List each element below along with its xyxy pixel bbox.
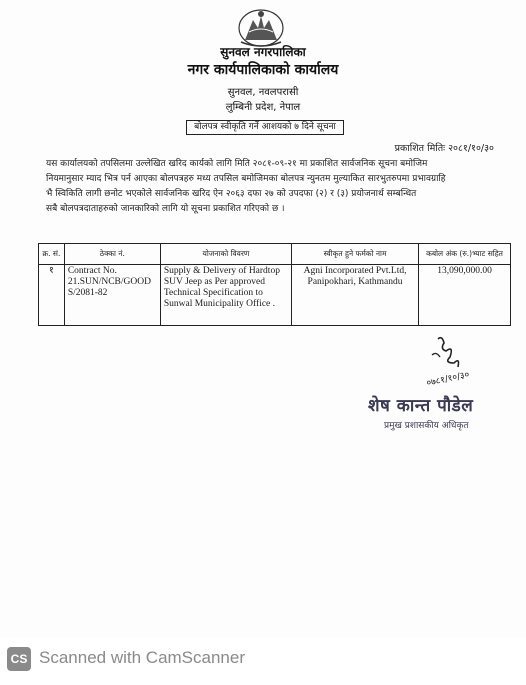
province-line: लुम्बिनी प्रदेश, नेपाल: [225, 102, 301, 113]
notice-title: बोलपत्र स्वीकृति गर्ने आशयको ७ दिने सूचना: [186, 120, 344, 135]
table-row: [39, 265, 511, 326]
government-emblem-icon: [231, 6, 291, 48]
header-sn: क्र. सं.: [39, 244, 65, 265]
signature-date: ०७८१/१०/३०: [425, 370, 471, 389]
office-name: नगर कार्यपालिकाको कार्यालय: [187, 62, 339, 78]
header-amount: कबोल अंक (रु.)भ्याट सहित: [419, 244, 511, 265]
office-address: सुनवल, नवलपरासी: [227, 87, 299, 98]
cell-firm: Agni Incorporated Pvt.Ltd, Panipokhari, Kathmandu: [292, 265, 419, 326]
cell-amount: 13,090,000.00: [419, 265, 511, 326]
stamp-name: शेष कान्त पौडेल: [368, 396, 474, 416]
scanner-watermark-text: Scanned with CamScanner: [39, 648, 246, 667]
header-description: योजनाको विवरण: [160, 244, 291, 265]
header-contract: ठेक्का नं.: [64, 244, 160, 265]
handwritten-signature: [420, 333, 490, 393]
cell-description: Supply & Delivery of Hardtop SUV Jeep as Per approved Technical Specification to Sunwal Municipality Office .: [160, 265, 291, 326]
body-line: नियमानुसार म्याद भित्र पर्न आएका बोलपत्रहरु मध्य तपसिल बमोजिमका बोलपत्र न्युनतम मुल्याकित सारभुतरुपमा प्रभावग्राहि: [46, 174, 446, 184]
published-date: प्रकाशित मितिः २०८१/१०/३०: [394, 143, 494, 154]
body-line: सबै बोलपत्रदाताहरुको जानकारिको लागि यो सूचना प्रकाशित गरिएको छ ।: [46, 204, 285, 214]
stamp-role: प्रमुख प्रशासकीय अधिकृत: [384, 421, 469, 431]
body-line: भै स्विकिति लागी छनोट भएकोले सार्वजनिक खरिद ऐन २०६३ दफा २७ को उपदफा (२) र (३) प्रयोजनार्थ सम्बन्धित: [46, 189, 417, 199]
scanner-footer: [0, 637, 526, 685]
cell-contract: Contract No. 21.SUN/NCB/GOOD S/2081-82: [64, 265, 160, 326]
table-header-row: [39, 244, 511, 265]
camscanner-logo-icon: CS: [7, 647, 31, 671]
header-firm: स्वीकृत हुने फर्मको नाम: [292, 244, 419, 265]
notice-body: [46, 157, 498, 217]
official-stamp: [368, 393, 508, 443]
cell-sn: १: [39, 265, 65, 326]
award-table: [38, 243, 511, 326]
municipality-name: सुनवल नगरपालिका: [220, 45, 306, 59]
body-line: यस कार्यालयको तपसिलमा उल्लेखित खरिद कार्यको लागि मिति २०८१-०९-२१ मा प्रकाशित सार्वजनिक सूचना बमोजिम: [46, 159, 428, 169]
